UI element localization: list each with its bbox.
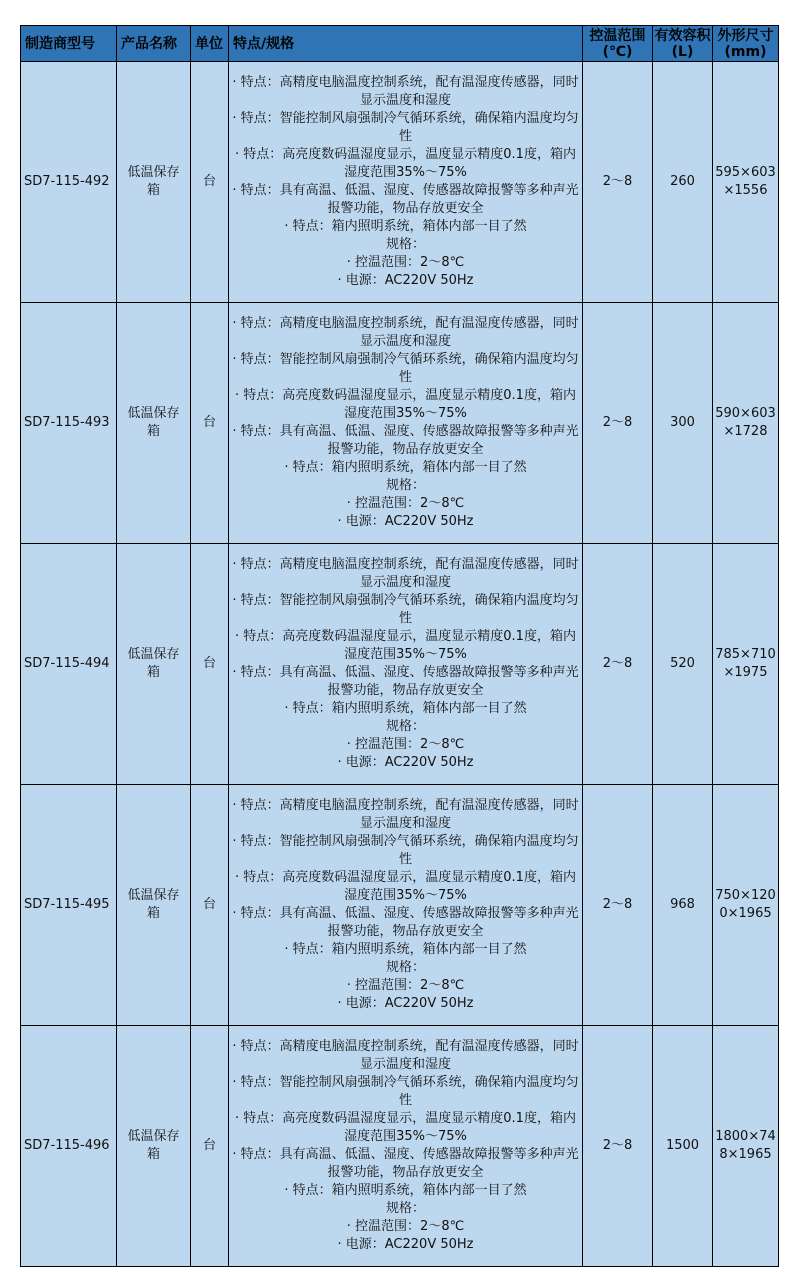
feature-line: · 特点：高亮度数码温湿度显示，温度显示精度0.1度，箱内湿度范围35%～75% <box>235 629 576 662</box>
header-dimensions: 外形尺寸(mm) <box>713 26 779 62</box>
header-product-name: 产品名称 <box>117 26 191 62</box>
cell-features <box>229 1026 583 1267</box>
cell-unit: 台 <box>191 1026 229 1267</box>
table-row <box>21 303 779 544</box>
cell-product-name: 低温保存箱 <box>117 1026 191 1267</box>
header-model: 制造商型号 <box>21 26 117 62</box>
spec-line: · 控温范围：2～8℃ <box>346 978 465 993</box>
feature-line: · 特点：高精度电脑温度控制系统，配有温湿度传感器，同时显示温度和湿度 <box>232 316 579 349</box>
feature-line: · 特点：具有高温、低温、湿度、传感器故障报警等多种声光报警功能，物品存放更安全 <box>232 665 579 698</box>
cell-volume: 1500 <box>653 1026 713 1267</box>
cell-product-name: 低温保存箱 <box>117 62 191 303</box>
cell-volume: 260 <box>653 62 713 303</box>
cell-volume: 968 <box>653 785 713 1026</box>
cell-model: SD7-115-493 <box>21 303 117 544</box>
header-temp-range: 控温范围(℃) <box>583 26 653 62</box>
feature-line: · 特点：箱内照明系统，箱体内部一目了然 <box>284 460 527 475</box>
feature-line: · 特点：高精度电脑温度控制系统，配有温湿度传感器，同时显示温度和湿度 <box>232 557 579 590</box>
spec-line: · 电源：AC220V 50Hz <box>337 1237 474 1252</box>
table-row <box>21 62 779 303</box>
cell-unit: 台 <box>191 62 229 303</box>
cell-temp-range: 2～8 <box>583 544 653 785</box>
cell-dimensions: 595×603×1556 <box>713 62 779 303</box>
spec-line: · 控温范围：2～8℃ <box>346 737 465 752</box>
feature-line: · 特点：智能控制风扇强制冷气循环系统，确保箱内温度均匀性 <box>232 593 579 626</box>
spec-heading: 规格： <box>385 478 425 493</box>
feature-line: · 特点：智能控制风扇强制冷气循环系统，确保箱内温度均匀性 <box>232 352 579 385</box>
feature-line: · 特点：具有高温、低温、湿度、传感器故障报警等多种声光报警功能，物品存放更安全 <box>232 183 579 216</box>
cell-product-name: 低温保存箱 <box>117 544 191 785</box>
spec-line: · 电源：AC220V 50Hz <box>337 514 474 529</box>
feature-line: · 特点：智能控制风扇强制冷气循环系统，确保箱内温度均匀性 <box>232 111 579 144</box>
cell-temp-range: 2～8 <box>583 1026 653 1267</box>
feature-line: · 特点：高亮度数码温湿度显示，温度显示精度0.1度，箱内湿度范围35%～75% <box>235 1111 576 1144</box>
cell-model: SD7-115-496 <box>21 1026 117 1267</box>
header-volume: 有效容积(L) <box>654 27 711 60</box>
spec-line: · 控温范围：2～8℃ <box>346 1219 465 1234</box>
spec-line: · 控温范围：2～8℃ <box>346 496 465 511</box>
feature-line: · 特点：高亮度数码温湿度显示，温度显示精度0.1度，箱内湿度范围35%～75% <box>235 870 576 903</box>
cell-product-name: 低温保存箱 <box>117 303 191 544</box>
feature-line: · 特点：箱内照明系统，箱体内部一目了然 <box>284 219 527 234</box>
header-unit: 单位 <box>191 26 229 62</box>
feature-line: · 特点：智能控制风扇强制冷气循环系统，确保箱内温度均匀性 <box>232 834 579 867</box>
cell-dimensions: 785×710×1975 <box>713 544 779 785</box>
cell-model: SD7-115-494 <box>21 544 117 785</box>
cell-model: SD7-115-495 <box>21 785 117 1026</box>
feature-line: · 特点：具有高温、低温、湿度、传感器故障报警等多种声光报警功能，物品存放更安全 <box>232 906 579 939</box>
cell-temp-range: 2～8 <box>583 62 653 303</box>
table-body <box>21 62 779 1267</box>
cell-features <box>229 785 583 1026</box>
cell-dimensions: 590×603×1728 <box>713 303 779 544</box>
cell-volume: 300 <box>653 303 713 544</box>
feature-line: · 特点：高精度电脑温度控制系统，配有温湿度传感器，同时显示温度和湿度 <box>232 75 579 108</box>
cell-temp-range: 2～8 <box>583 303 653 544</box>
table-row <box>21 1026 779 1267</box>
spec-heading: 规格： <box>385 960 425 975</box>
table-header-row <box>21 26 779 62</box>
product-spec-table-container <box>20 25 778 1267</box>
cell-product-name: 低温保存箱 <box>117 785 191 1026</box>
feature-line: · 特点：具有高温、低温、湿度、传感器故障报警等多种声光报警功能，物品存放更安全 <box>232 1147 579 1180</box>
feature-line: · 特点：智能控制风扇强制冷气循环系统，确保箱内温度均匀性 <box>232 1075 579 1108</box>
spec-heading: 规格： <box>385 1201 425 1216</box>
feature-line: · 特点：具有高温、低温、湿度、传感器故障报警等多种声光报警功能，物品存放更安全 <box>232 424 579 457</box>
cell-features <box>229 62 583 303</box>
cell-features <box>229 303 583 544</box>
feature-line: · 特点：高亮度数码温湿度显示，温度显示精度0.1度，箱内湿度范围35%～75% <box>235 388 576 421</box>
spec-line: · 控温范围：2～8℃ <box>346 255 465 270</box>
spec-heading: 规格： <box>385 237 425 252</box>
feature-line: · 特点：高精度电脑温度控制系统，配有温湿度传感器，同时显示温度和湿度 <box>232 1039 579 1072</box>
feature-line: · 特点：高亮度数码温湿度显示，温度显示精度0.1度，箱内湿度范围35%～75% <box>235 147 576 180</box>
cell-unit: 台 <box>191 544 229 785</box>
spec-heading: 规格： <box>385 719 425 734</box>
cell-volume: 520 <box>653 544 713 785</box>
spec-line: · 电源：AC220V 50Hz <box>337 273 474 288</box>
feature-line: · 特点：箱内照明系统，箱体内部一目了然 <box>284 942 527 957</box>
cell-temp-range: 2～8 <box>583 785 653 1026</box>
cell-dimensions: 1800×748×1965 <box>713 1026 779 1267</box>
table-row <box>21 785 779 1026</box>
cell-unit: 台 <box>191 303 229 544</box>
cell-features <box>229 544 583 785</box>
spec-line: · 电源：AC220V 50Hz <box>337 996 474 1011</box>
cell-model: SD7-115-492 <box>21 62 117 303</box>
feature-line: · 特点：高精度电脑温度控制系统，配有温湿度传感器，同时显示温度和湿度 <box>232 798 579 831</box>
feature-line: · 特点：箱内照明系统，箱体内部一目了然 <box>284 701 527 716</box>
product-spec-table <box>20 25 779 1267</box>
cell-unit: 台 <box>191 785 229 1026</box>
table-row <box>21 544 779 785</box>
header-features: 特点/规格 <box>229 26 583 62</box>
cell-dimensions: 750×1200×1965 <box>713 785 779 1026</box>
spec-line: · 电源：AC220V 50Hz <box>337 755 474 770</box>
feature-line: · 特点：箱内照明系统，箱体内部一目了然 <box>284 1183 527 1198</box>
